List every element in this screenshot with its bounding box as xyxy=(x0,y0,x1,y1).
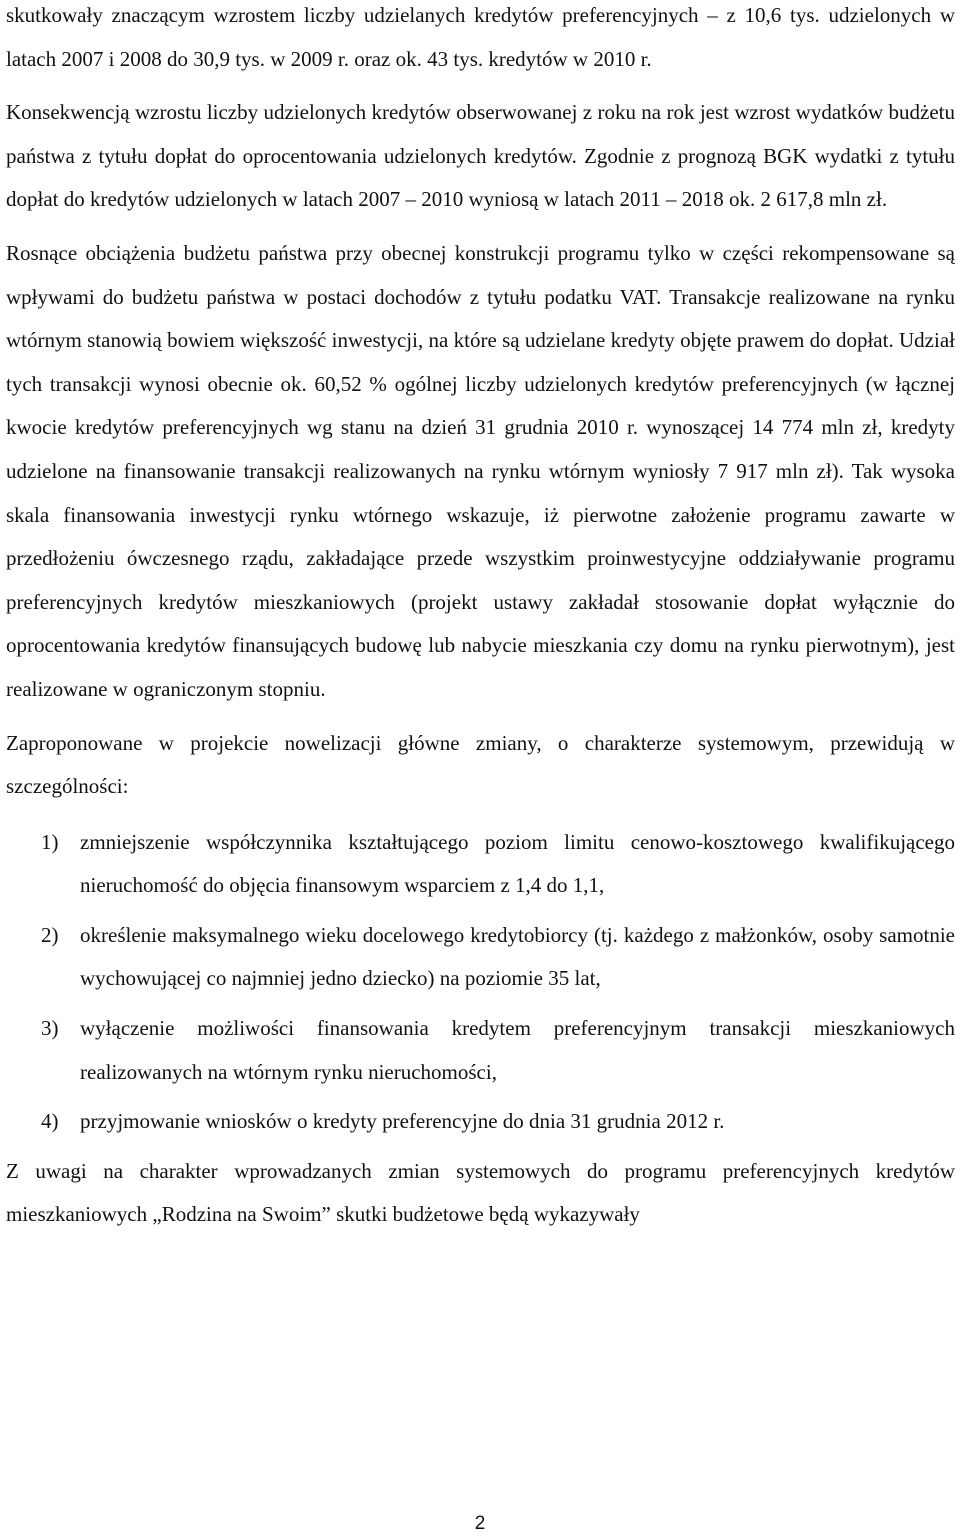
list-item-text: określenie maksymalnego wieku docelowego kredytobiorcy (tj. każdego z małżonków, osoby samotnie wychowującej co najmniej jedno dziecko) na poziomie 35 lat, xyxy=(80,922,955,991)
paragraph-budget-expenditure: Konsekwencją wzrostu liczby udzielonych kredytów obserwowanej z roku na rok jest wzrost wydatków budżetu państwa z tytułu dopłat do oprocentowania udzielonych kredytów. Zgodnie z prognozą BGK wydatki z tytułu dopłat do kredytów udzielonych w latach 2007 – 2010 wyniosą w latach 2011 – 2018 ok. 2 617,8 mln zł. xyxy=(6,100,955,212)
list-item-text: zmniejszenie współczynnika kształtującego poziom limitu cenowo-kosztowego kwalifikującego nieruchomość do objęcia finansowym wsparciem z 1,4 do 1,1, xyxy=(80,829,955,898)
list-item xyxy=(6,821,955,908)
list-item-text: przyjmowanie wniosków o kredyty preferencyjne do dnia 31 grudnia 2012 r. xyxy=(80,1109,725,1134)
paragraph-loan-growth: skutkowały znaczącym wzrostem liczby udzielanych kredytów preferencyjnych – z 10,6 tys. udzielonych w latach 2007 i 2008 do 30,9 tys. w 2009 r. oraz ok. 43 tys. kredytów w 2010 r. xyxy=(6,3,955,71)
list-item-number: 2) xyxy=(41,922,59,947)
list-item-number: 3) xyxy=(41,1016,59,1041)
changes-list xyxy=(6,821,955,1144)
paragraph-proposed-changes: Zaproponowane w projekcie nowelizacji główne zmiany, o charakterze systemowym, przewidują w szczególności: xyxy=(6,730,955,799)
paragraph-vat-compensation: Rosnące obciążenia budżetu państwa przy obecnej konstrukcji programu tylko w części rekompensowane są wpływami do budżetu państwa w postaci dochodów z tytułu podatku VAT. Transakcje realizowane na rynku wtórnym stanowią bowiem większość inwestycji, na które są udzielane kredyty objęte prawem do dopłat. Udział tych transakcji wynosi obecnie ok. 60,52 % ogólnej liczby udzielonych kredytów preferencyjnych (w łącznej kwocie kredytów preferencyjnych wg stanu na dzień 31 grudnia 2010 r. wynoszącej 14 774 mln zł, kredyty udzielone na finansowanie transakcji realizowanych na rynku wtórnym wyniosły 7 917 mln zł). Tak wysoka skala finansowania inwestycji rynku wtórnego wskazuje, iż pierwotne założenie programu zawarte w przedłożeniu ówczesnego rządu, zakładające przede wszystkim proinwestycyjne oddziaływanie programu preferencyjnych kredytów mieszkaniowych (projekt ustawy zakładał stosowanie dopłat wyłącznie do oprocentowania kredytów finansujących budowę lub nabycie mieszkania czy domu na rynku pierwotnym), jest realizowane w ograniczonym stopniu. xyxy=(6,240,955,701)
list-item xyxy=(6,914,955,1001)
list-item-text: wyłączenie możliwości finansowania kredytem preferencyjnym transakcji mieszkaniowych realizowanych na wtórnym rynku nieruchomości, xyxy=(80,1016,955,1084)
document-page xyxy=(6,0,955,1237)
list-item-number: 1) xyxy=(41,829,59,854)
list-item xyxy=(6,1007,955,1094)
list-item-number: 4) xyxy=(41,1109,59,1134)
list-item xyxy=(6,1100,955,1144)
paragraph-closing: Z uwagi na charakter wprowadzanych zmian systemowych do programu preferencyjnych kredytów mieszkaniowych „Rodzina na Swoim” skutki budżetowe będą wykazywały xyxy=(6,1158,955,1227)
page-number: 2 xyxy=(474,1513,486,1534)
